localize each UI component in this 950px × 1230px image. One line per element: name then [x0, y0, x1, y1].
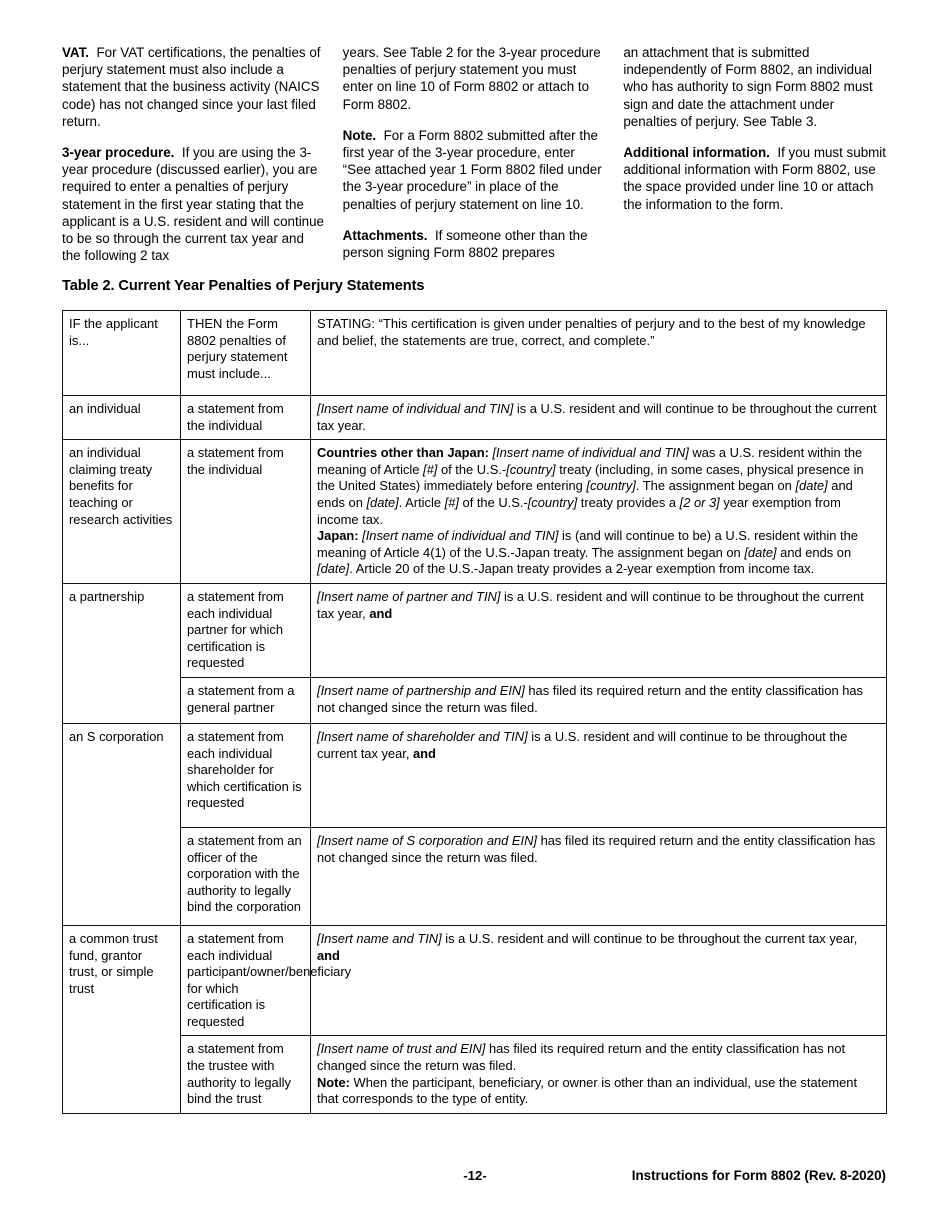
statement-text-normal: has filed its required return and the entity classification has not changed since the return was filed.: [317, 682, 863, 715]
cell-statement-include: a statement from the trustee with authority to legally bind the trust: [181, 1036, 311, 1113]
table-row: [63, 925, 887, 1036]
footer-document-title: Instructions for Form 8802 (Rev. 8-2020): [631, 1168, 886, 1183]
statement-text-italic: [country]: [527, 494, 578, 510]
statement-text-normal: treaty provides a: [577, 494, 680, 510]
intro-columns: [62, 44, 886, 264]
intro-column-3: [623, 44, 886, 264]
statement-text-normal: and ends on: [317, 478, 853, 510]
statement-text-bold: and: [413, 745, 436, 761]
statement-text-normal: and ends on: [776, 544, 852, 560]
statement-text-italic: [country]: [506, 461, 556, 477]
statement-text-italic: [Insert name of individual and TIN]: [358, 528, 559, 544]
cell-stating: [311, 677, 887, 723]
statement-text-normal: of the U.S.-: [458, 494, 528, 510]
cell-stating: [311, 723, 887, 827]
paragraph-text: If you must submit additional information with Form 8802, use the space provided under line 10 or attach the information to the form.: [623, 145, 886, 212]
cell-applicant: an individual claiming treaty benefits for teaching or research activities: [63, 440, 181, 584]
cell-stating: [311, 1036, 887, 1113]
paragraph-lead-in: VAT.: [62, 45, 90, 60]
intro-col1-paragraph-1: [62, 44, 325, 130]
header-cell-include: THEN the Form 8802 penalties of perjury statement must include...: [181, 311, 311, 396]
statement-text-italic: [Insert name of partnership and EIN]: [317, 682, 525, 698]
cell-statement-include: a statement from the individual: [181, 440, 311, 584]
cell-applicant: an individual: [63, 396, 181, 440]
cell-statement-include: a statement from each individual partner for which certification is requested: [181, 583, 311, 677]
statement-text-italic: [date]: [366, 494, 399, 510]
table-row: [63, 723, 887, 827]
paragraph-lead-in: 3-year procedure.: [62, 145, 175, 161]
statement-text-normal: . The assignment began on: [635, 478, 796, 494]
intro-column-1: [62, 44, 325, 264]
intro-col3-paragraph-1: [623, 44, 886, 130]
statement-text-italic: [Insert name of trust and EIN]: [317, 1041, 486, 1057]
table-title: Table 2. Current Year Penalties of Perjury Statements: [62, 278, 425, 294]
statement-text-normal: was a U.S. resident within the meaning of Article: [317, 445, 863, 477]
paragraph-text: For VAT certifications, the penalties of perjury statement must also include a statement that the business activity (NAICS code) has not changed since your last filed return.: [62, 45, 321, 129]
statement-text-italic: [date]: [744, 544, 777, 560]
statement-text-italic: [date]: [317, 561, 350, 577]
cell-applicant: an S corporation: [63, 723, 181, 925]
cell-applicant: a partnership: [63, 583, 181, 723]
paragraph-text: an attachment that is submitted independently of Form 8802, an individual who has authority to sign Form 8802 must sign and date the attachment under penalties of perjury. See Table 3.: [623, 45, 873, 129]
statement-text-italic: [2 or 3]: [679, 494, 720, 510]
statement-text-italic: [Insert name of shareholder and TIN]: [317, 728, 528, 744]
cell-stating: [311, 396, 887, 440]
statement-text-italic: [#]: [423, 461, 438, 477]
statement-text-normal: is a U.S. resident and will continue to be throughout the current tax year,: [441, 930, 858, 946]
statement-text-normal: When the participant, beneficiary, or owner is other than an individual, use the statement that corresponds to the type of entity.: [317, 1074, 858, 1107]
statement-text-italic: [Insert name of individual and TIN]: [317, 401, 514, 416]
statement-text-normal: of the U.S.-: [437, 461, 507, 477]
cell-statement-include: a statement from an officer of the corporation with the authority to legally bind the corporation: [181, 827, 311, 925]
statement-text-bold: Note:: [317, 1074, 350, 1090]
intro-col3-paragraph-2: [623, 144, 886, 213]
statement-text-italic: [Insert name of partner and TIN]: [317, 588, 501, 604]
statement-text-italic: [country]: [586, 478, 636, 494]
cell-statement-include: a statement from each individual shareholder for which certification is requested: [181, 723, 311, 827]
statement-text-normal: treaty (including, in some cases, physical presence in the United States) immediately before entering: [317, 461, 864, 494]
table-header-row: [63, 311, 887, 396]
cell-stating: [311, 440, 887, 584]
cell-statement-include: a statement from the individual: [181, 396, 311, 440]
header-cell-stating: STATING: “This certification is given under penalties of perjury and to the best of my knowledge and belief, the statements are true, correct, and complete.”: [311, 311, 887, 396]
statement-text-normal: is a U.S. resident and will continue to be throughout the current tax year.: [317, 401, 877, 433]
cell-applicant: a common trust fund, grantor trust, or simple trust: [63, 925, 181, 1113]
statement-text-italic: [#]: [444, 494, 459, 510]
statement-text-normal: has filed its required return and the entity classification has not changed since the return was filed.: [317, 1041, 846, 1074]
cell-stating: [311, 925, 887, 1036]
intro-col2-paragraph-2: [343, 127, 606, 213]
paragraph-text: If someone other than the person signing Form 8802 prepares: [342, 227, 588, 261]
paragraph-lead-in: Note.: [342, 127, 377, 143]
statement-text-bold: and: [317, 947, 340, 963]
intro-col2-paragraph-3: [343, 227, 606, 261]
table-row: [63, 1036, 887, 1113]
statement-text-bold: and: [369, 605, 393, 621]
footer-page-number: -12-: [463, 1168, 487, 1183]
statement-text-italic: [Insert name and TIN]: [317, 930, 442, 946]
cell-stating: [311, 827, 887, 925]
cell-statement-include: a statement from each individual participant/owner/beneficiary for which certification is requested: [181, 925, 311, 1036]
paragraph-lead-in: Additional information.: [623, 145, 770, 161]
paragraph-text: years. See Table 2 for the 3-year procedure penalties of perjury statement you must enter on line 10 of Form 8802 or attach to Form 8802.: [342, 45, 601, 112]
intro-col1-paragraph-2: [62, 144, 325, 264]
paragraph-text: For a Form 8802 submitted after the first year of the 3-year procedure, enter “See attached year 1 Form 8802 filed under the 3-year procedure” in place of the penalties of perjury statement on line 10.: [342, 127, 602, 212]
statement-text-bold: Countries other than Japan:: [317, 445, 489, 461]
statement-text-normal: has filed its required return and the entity classification has not changed since the return was filed.: [317, 832, 876, 865]
intro-column-2: [343, 44, 606, 264]
statement-text-normal: is a U.S. resident and will continue to be throughout the current tax year,: [317, 728, 848, 761]
statement-text-italic: [date]: [795, 478, 828, 494]
table-row: [63, 583, 887, 677]
header-cell-applicant: IF the applicant is...: [63, 311, 181, 396]
cell-statement-include: a statement from a general partner: [181, 677, 311, 723]
statement-text-normal: . Article: [398, 494, 445, 510]
penalties-of-perjury-table: [62, 310, 887, 1114]
table-row: [63, 677, 887, 723]
statement-text-italic: [Insert name of S corporation and EIN]: [317, 832, 537, 848]
statement-text-normal: is a U.S. resident and will continue to be throughout the current tax year,: [317, 588, 864, 621]
statement-text-italic: [Insert name of individual and TIN]: [488, 445, 689, 461]
table-header: [63, 311, 887, 396]
paragraph-text: If you are using the 3-year procedure (discussed earlier), you are required to enter a penalties of perjury statement in the first year stating that the applicant is a U.S. resident and will continue to be so through the current tax year and the following 2 tax: [62, 145, 325, 264]
statement-text-normal: year exemption from income tax.: [317, 494, 841, 527]
cell-stating: [311, 583, 887, 677]
statement-text-bold: Japan:: [317, 528, 359, 544]
intro-col2-paragraph-1: [343, 44, 606, 113]
table-row: [63, 396, 887, 440]
paragraph-lead-in: Attachments.: [342, 227, 428, 243]
table-body: [63, 396, 887, 1114]
statement-text-normal: . Article 20 of the U.S.-Japan treaty provides a 2-year exemption from income tax.: [349, 561, 815, 577]
table-row: [63, 440, 887, 584]
statement-text-normal: is (and will continue to be) a U.S. resident within the meaning of Article 4(1) of the U.S.-Japan treaty. The assignment began on: [317, 528, 858, 560]
table-row: [63, 827, 887, 925]
